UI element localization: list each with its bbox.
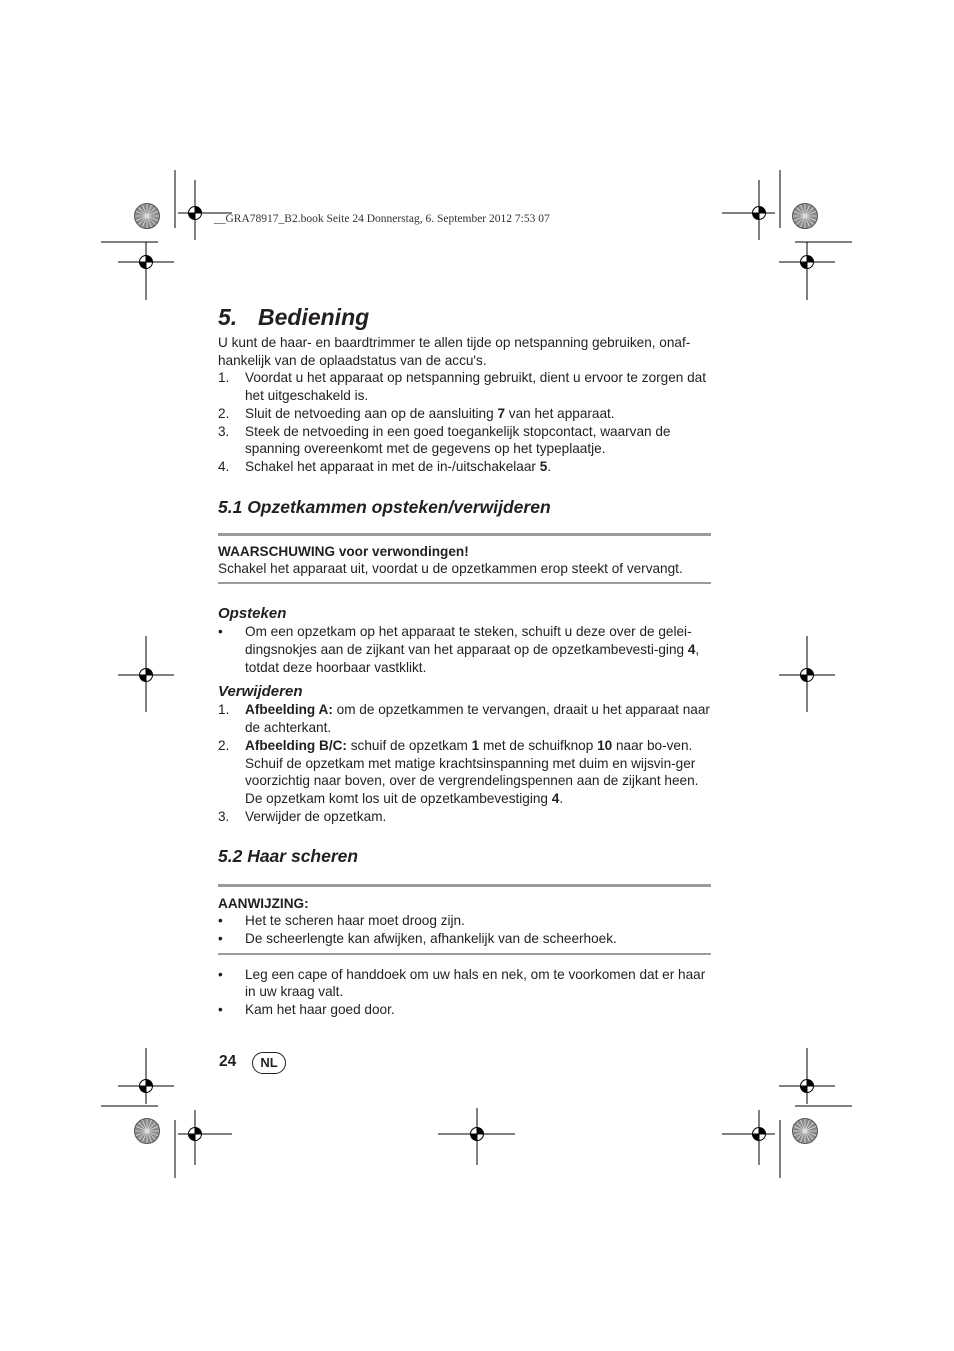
warning-title: WAARSCHUWING voor verwondingen!: [218, 543, 469, 559]
section-5-1-heading: 5.1 Opzetkammen opsteken/verwijderen: [218, 496, 551, 517]
list-item: [218, 1001, 711, 1019]
list-item: [218, 912, 711, 930]
bullet-icon: •: [218, 1002, 223, 1018]
list-text: schuif de opzetkam: [346, 737, 472, 753]
part-reference: 4: [551, 790, 560, 806]
list-text: .: [559, 790, 564, 806]
section-5-title: Bediening: [258, 304, 370, 330]
part-reference: 10: [597, 737, 613, 753]
language-badge: NL: [252, 1052, 286, 1074]
bullet-icon: •: [218, 931, 223, 947]
list-number: 1.: [218, 370, 230, 386]
figure-label: Afbeelding A:: [245, 702, 333, 718]
note-box: [218, 884, 711, 954]
section-5-intro: U kunt de haar- en baardtrimmer te allen tijde op netspanning gebruiken, onaf-hankelijk van de oplaadstatus van de accu's.: [218, 335, 691, 368]
bullet-icon: •: [218, 966, 223, 982]
list-text: Verwijder de opzetkam.: [245, 808, 387, 824]
list-text: Steek de netvoeding in een goed toegankelijk stopcontact, waarvan de spanning overeenkomt met de gegevens op het typeplaatje.: [245, 423, 671, 457]
page-content: [218, 302, 711, 1019]
list-text: Het te scheren haar moet droog zijn.: [245, 913, 465, 929]
list-item: [218, 623, 711, 676]
part-reference: 5: [539, 458, 548, 474]
list-item: [218, 423, 711, 458]
list-item: [218, 405, 711, 423]
list-text: Om een opzetkam op het apparaat te steken, schuift u deze over de gelei-dingsnokjes aan de zijkant van het apparaat op de opzetkambevesti-ging: [245, 624, 692, 658]
warning-box: [218, 533, 711, 585]
list-item: [218, 737, 711, 808]
list-text: , totdat deze hoorbaar vastklikt.: [245, 642, 700, 675]
list-item: [218, 369, 711, 404]
list-text: Sluit de netvoeding aan op de aansluiting: [245, 405, 498, 421]
list-text: De scheerlengte kan afwijken, afhankelijk van de scheerhoek.: [245, 931, 617, 947]
list-text: naar bo-ven. Schuif de opzetkam met matige krachtsinspanning met duim en wijsvin-ger voorzichtig naar boven, over de vergrendelingspennen aan de zijkant heen. De opzetkam komt los uit de opzetkambevestiging: [245, 737, 699, 806]
list-text: Leg een cape of handdoek om uw hals en nek, om te voorkomen dat er haar in uw kraag valt.: [245, 966, 706, 1000]
list-text: Voordat u het apparaat op netspanning gebruikt, dient u ervoor te zorgen dat het uitgeschakeld is.: [245, 370, 707, 404]
note-title: AANWIJZING:: [218, 896, 309, 912]
list-text: van het apparaat.: [505, 405, 615, 421]
list-number: 2.: [218, 737, 230, 753]
part-reference: 1: [471, 737, 480, 753]
list-number: 2.: [218, 405, 230, 421]
list-item: [218, 701, 711, 736]
warning-text: Schakel het apparaat uit, voordat u de opzetkammen erop steekt of vervangt.: [218, 560, 683, 576]
bullet-icon: •: [218, 913, 223, 929]
part-reference: 4: [687, 642, 696, 658]
figure-label: Afbeelding B/C:: [245, 737, 347, 753]
section-5-steps: [218, 369, 711, 475]
list-item: [218, 808, 711, 826]
bullet-icon: •: [218, 624, 223, 640]
list-number: 3.: [218, 423, 230, 439]
section-5-heading: [218, 302, 711, 332]
verwijderen-steps: [218, 701, 711, 825]
page-number: 24: [219, 1053, 237, 1070]
section-5-number: 5.: [218, 304, 238, 330]
list-item: [218, 930, 711, 948]
list-item: [218, 458, 711, 476]
list-number: 3.: [218, 808, 230, 824]
list-text: .: [547, 458, 552, 474]
list-number: 1.: [218, 702, 230, 718]
list-item: [218, 966, 711, 1001]
opsteken-heading: Opsteken: [218, 605, 287, 623]
list-text: om de opzetkammen te vervangen, draait u het apparaat naar de achterkant.: [245, 702, 710, 736]
verwijderen-heading: Verwijderen: [218, 683, 303, 701]
list-text: met de schuifknop: [479, 737, 598, 753]
section-5-2-heading: 5.2 Haar scheren: [218, 846, 359, 867]
part-reference: 7: [497, 405, 505, 421]
section-5-2-bullets: [218, 966, 711, 1019]
print-header-line: __GRA78917_B2.book Seite 24 Donnerstag, 6. September 2012 7:53 07: [214, 213, 550, 225]
list-text: Schakel het apparaat in met de in-/uitschakelaar: [245, 458, 540, 474]
list-number: 4.: [218, 458, 230, 474]
list-text: Kam het haar goed door.: [245, 1002, 395, 1018]
